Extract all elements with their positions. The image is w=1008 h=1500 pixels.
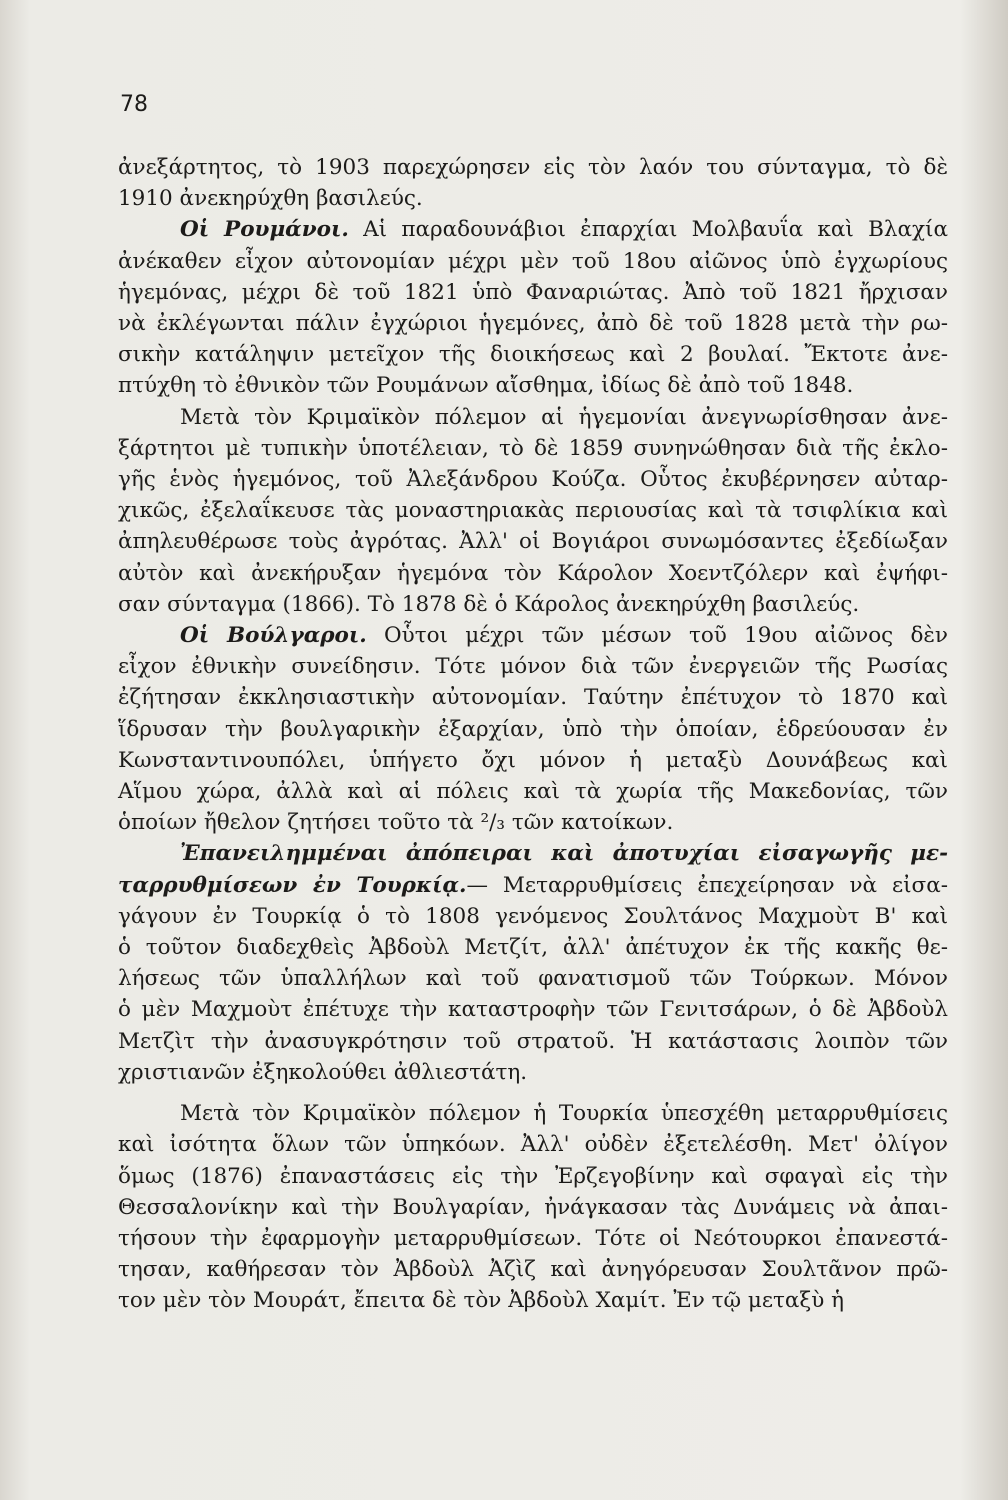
line-text: τησαν, καθήρεσαν τὸν Ἀβδοὺλ Ἀζὶζ καὶ ἀνηγόρευσαν Σουλτᾶνον πρῶ- — [118, 1257, 948, 1283]
line-text: αὐτὸν καὶ ἀνεκήρυξαν ἡγεμόνα τὸν Κάρολον Χοεντζόλερν καὶ ἐψήφι- — [118, 560, 948, 586]
line-text: λήσεως τῶν ὑπαλλήλων καὶ τοῦ φανατισμοῦ τῶν Τούρκων. Μόνον — [118, 966, 948, 992]
text-line — [118, 1057, 948, 1088]
paragraph — [118, 214, 948, 401]
line-text: ἡγεμόνας, μέχρι δὲ τοῦ 1821 ὑπὸ Φαναριώτας. Ἀπὸ τοῦ 1821 ἤρχισαν — [118, 279, 948, 305]
text-line — [118, 152, 948, 183]
line-text: Αἵμου χώρα, ἀλλὰ καὶ αἱ πόλεις καὶ τὰ χωρία τῆς Μακεδονίας, τῶν — [118, 779, 948, 805]
section-heading: Οἱ Βούλγαροι. — [180, 623, 367, 649]
line-text: χικῶς, ἐξελαΐκευσε τὰς μοναστηριακὰς περιουσίας καὶ τὰ τσιφλίκια καὶ — [118, 498, 948, 524]
text-line — [118, 183, 948, 214]
section-heading: Οἱ Ρουμάνοι. — [180, 217, 349, 243]
line-text: — Μεταρρυθμίσεις ἐπεχείρησαν νὰ εἰσα- — [466, 872, 948, 898]
paragraph-gap — [118, 1088, 948, 1098]
line-text: χριστιανῶν ἐξηκολούθει ἀθλιεστάτη. — [118, 1059, 528, 1085]
line-text: Θεσσαλονίκην καὶ τὴν Βουλγαρίαν, ἠνάγκασαν τὰς Δυνάμεις νὰ ἀπαι- — [118, 1194, 948, 1220]
text-line — [118, 807, 948, 838]
text-line — [118, 1223, 948, 1254]
line-text: τήσουν τὴν ἐφαρμογὴν μεταρρυθμίσεων. Τότε οἱ Νεότουρκοι ἐπανεστά- — [118, 1225, 948, 1251]
text-line — [118, 402, 948, 433]
text-line — [118, 370, 948, 401]
line-text: πτύχθη τὸ ἐθνικὸν τῶν Ρουμάνων αἴσθημα, ἰδίως δὲ ἀπὸ τοῦ 1848. — [118, 373, 854, 399]
text-line — [118, 433, 948, 464]
line-text: ὁποίων ἤθελον ζητήσει τοῦτο τὰ ²/₃ τῶν κατοίκων. — [118, 810, 674, 836]
line-text: Μετὰ τὸν Κριμαϊκὸν πόλεμον ἡ Τουρκία ὑπεσχέθη μεταρρυθμίσεις — [180, 1101, 948, 1127]
section-heading: Ἐπανειλημμέναι ἀπόπειραι καὶ ἀποτυχίαι εἰσαγωγῆς με- — [180, 841, 948, 867]
text-line — [118, 994, 948, 1025]
text-line — [118, 901, 948, 932]
text-line — [118, 1161, 948, 1192]
text-line — [118, 1285, 948, 1316]
text-line — [118, 277, 948, 308]
line-text: 1910 ἀνεκηρύχθη βασιλεύς. — [118, 186, 423, 212]
text-line — [118, 495, 948, 526]
text-line — [118, 526, 948, 557]
page-number: 78 — [120, 92, 148, 117]
line-text: ἵδρυσαν τὴν βουλγαρικὴν ἐξαρχίαν, ὑπὸ τὴν ὁποίαν, ἑδρεύουσαν ἐν — [118, 716, 948, 742]
text-line — [118, 214, 948, 245]
line-text: ὁ μὲν Μαχμοὺτ ἐπέτυχε τὴν καταστροφὴν τῶν Γενιτσάρων, ὁ δὲ Ἀβδοὺλ — [118, 997, 948, 1023]
line-text: ἀπηλευθέρωσε τοὺς ἀγρότας. Ἀλλ' οἱ Βογιάροι συνωμόσαντες ἐξεδίωξαν — [118, 529, 948, 555]
paragraph — [118, 402, 948, 620]
text-line — [118, 838, 948, 869]
line-text: ὅμως (1876) ἐπαναστάσεις εἰς τὴν Ἐρζεγοβίνην καὶ σφαγαὶ εἰς τὴν — [118, 1163, 948, 1189]
line-text: γῆς ἑνὸς ἡγεμόνος, τοῦ Ἀλεξάνδρου Κούζα. Οὗτος ἐκυβέρνησεν αὐταρ- — [118, 467, 948, 493]
line-text: Μετζὶτ τὴν ἀνασυγκρότησιν τοῦ στρατοῦ. Ἡ κατάστασις λοιπὸν τῶν — [118, 1028, 948, 1054]
text-line — [118, 932, 948, 963]
line-text: Αἱ παραδουνάβιοι ἐπαρχίαι Μολβαυΐα καὶ Βλαχία — [348, 217, 948, 243]
text-line — [118, 1192, 948, 1223]
text-line — [118, 308, 948, 339]
line-text: σικὴν κατάληψιν μετεῖχον τῆς διοικήσεως καὶ 2 βουλαί. Ἔκτοτε ἀνε- — [118, 342, 948, 368]
section-heading: ταρρυθμίσεων ἐν Τουρκίᾳ. — [118, 872, 467, 898]
text-line — [118, 776, 948, 807]
text-line — [118, 1026, 948, 1057]
line-text: ὁ τοῦτον διαδεχθεὶς Ἀβδοὺλ Μετζίτ, ἀλλ' ἀπέτυχον ἐκ τῆς κακῆς θε- — [118, 935, 948, 961]
text-line — [118, 246, 948, 277]
text-line — [118, 1129, 948, 1160]
text-line — [118, 714, 948, 745]
line-text: σαν σύνταγμα (1866). Τὸ 1878 δὲ ὁ Κάρολος ἀνεκηρύχθη βασιλεύς. — [118, 591, 860, 617]
text-line — [118, 651, 948, 682]
line-text: τον μὲν τὸν Μουράτ, ἔπειτα δὲ τὸν Ἀβδοὺλ Χαμίτ. Ἐν τῷ μεταξὺ ἡ — [118, 1288, 845, 1314]
text-line — [118, 464, 948, 495]
text-line — [118, 589, 948, 620]
line-text: Οὗτοι μέχρι τῶν μέσων τοῦ 19ου αἰῶνος δὲν — [366, 623, 948, 649]
paragraph — [118, 620, 948, 838]
line-text: ἐζήτησαν ἐκκλησιαστικὴν αὐτονομίαν. Ταύτην ἐπέτυχον τὸ 1870 καὶ — [118, 685, 948, 711]
text-line — [118, 339, 948, 370]
text-line — [118, 745, 948, 776]
line-text: εἶχον ἐθνικὴν συνείδησιν. Τότε μόνον διὰ τῶν ἐνεργειῶν τῆς Ρωσίας — [118, 654, 948, 680]
paragraph — [118, 152, 948, 214]
text-line — [118, 558, 948, 589]
line-text: καὶ ἰσότητα ὅλων τῶν ὑπηκόων. Ἀλλ' οὐδὲν ἐξετελέσθη. Μετ' ὀλίγον — [118, 1132, 948, 1158]
line-text: Μετὰ τὸν Κριμαϊκὸν πόλεμον αἱ ἡγεμονίαι ἀνεγνωρίσθησαν ἀνε- — [180, 404, 948, 430]
text-line — [118, 620, 948, 651]
line-text: ἀνεξάρτητος, τὸ 1903 παρεχώρησεν εἰς τὸν λαόν του σύνταγμα, τὸ δὲ — [118, 155, 948, 180]
text-line — [118, 1098, 948, 1129]
text-line — [118, 1254, 948, 1285]
text-line — [118, 870, 948, 901]
line-text: Κωνσταντινουπόλει, ὑπήγετο ὄχι μόνον ἡ μεταξὺ Δουνάβεως καὶ — [118, 747, 948, 773]
paragraph — [118, 1098, 948, 1316]
line-text: ξάρτητοι μὲ τυπικὴν ὑποτέλειαν, τὸ δὲ 1859 συνηνώθησαν διὰ τῆς ἐκλο- — [118, 435, 948, 461]
line-text: νὰ ἐκλέγωνται πάλιν ἐγχώριοι ἡγεμόνες, ἀπὸ δὲ τοῦ 1828 μετὰ τὴν ρω- — [118, 311, 948, 337]
text-line — [118, 963, 948, 994]
body-text — [118, 152, 948, 1317]
text-line — [118, 682, 948, 713]
paragraph — [118, 838, 948, 1088]
line-text: ἀνέκαθεν εἶχον αὐτονομίαν μέχρι μὲν τοῦ 18ου αἰῶνος ὑπὸ ἐγχωρίους — [118, 248, 948, 274]
line-text: γάγουν ἐν Τουρκίᾳ ὁ τὸ 1808 γενόμενος Σουλτάνος Μαχμοὺτ Β' καὶ — [118, 903, 948, 929]
